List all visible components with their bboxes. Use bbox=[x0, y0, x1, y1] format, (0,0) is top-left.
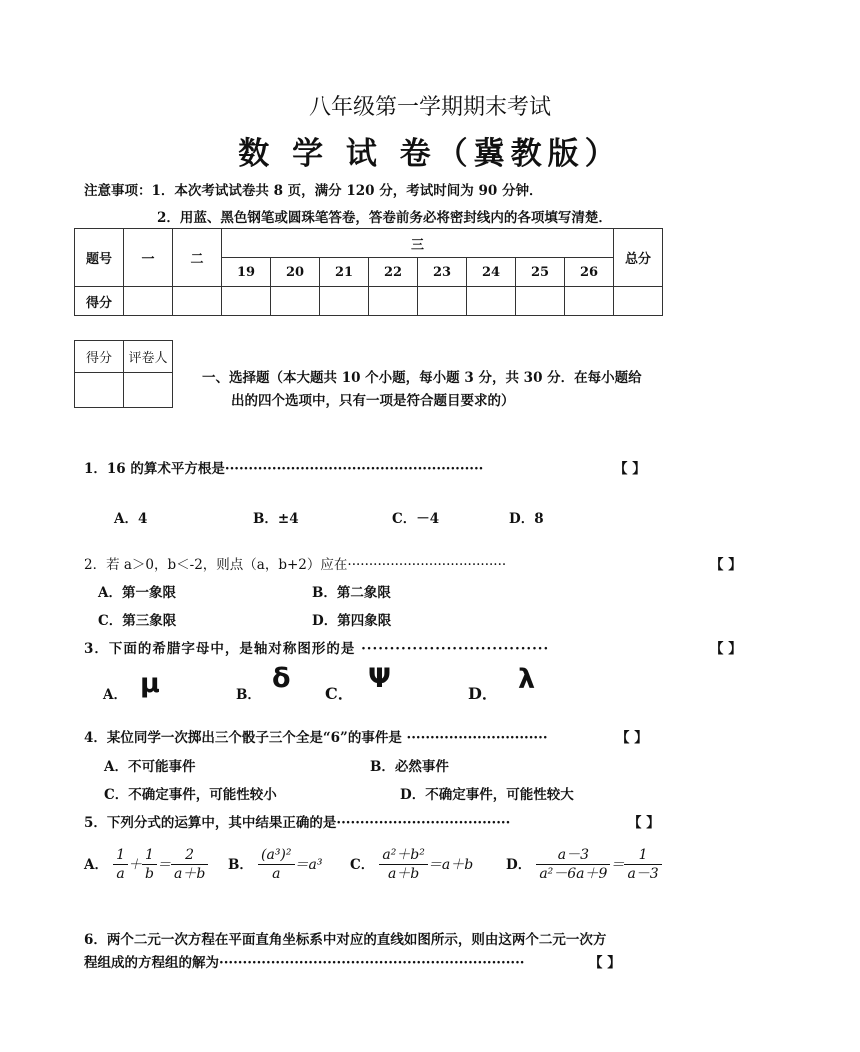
exam-subtitle: 八年级第一学期期末考试 bbox=[308, 95, 551, 120]
delta-symbol[interactable]: δ bbox=[272, 663, 291, 694]
q3-option-d-label[interactable]: D． bbox=[468, 684, 498, 703]
q3-option-a-label[interactable]: A． bbox=[103, 687, 127, 703]
q5-option-c[interactable]: C． $\frac{\text{a²＋b²}}{a+b}$ ＝a＋b bbox=[350, 847, 474, 882]
section-1-header bbox=[202, 366, 642, 386]
score-cell[interactable] bbox=[516, 287, 565, 316]
grader-score-cell[interactable] bbox=[75, 373, 124, 408]
fraction: $\frac{2}{a+b}$ bbox=[171, 846, 208, 883]
q5-option-a[interactable]: A． $\frac{1}{a}$ ＋ $\frac{1}{b}$ ＝ $\frac{2}{a+b}$ bbox=[84, 846, 208, 883]
q1-option-a[interactable]: A．4 bbox=[114, 511, 148, 527]
q5-option-b[interactable]: B． $\frac{\text{(a³)²}}{a}$ ＝a³ bbox=[228, 847, 323, 882]
label-score: 得分 bbox=[75, 287, 124, 316]
mu-symbol[interactable]: μ bbox=[140, 668, 160, 699]
col-22: 22 bbox=[369, 258, 418, 287]
q2-option-d[interactable]: D．第四象限 bbox=[312, 613, 392, 629]
header-part-1: 一 bbox=[124, 229, 173, 287]
score-cell[interactable] bbox=[614, 287, 663, 316]
q3-option-b-label[interactable]: B． bbox=[236, 687, 261, 703]
q2-option-b[interactable]: B．第二象限 bbox=[312, 585, 391, 601]
question-3-answer-bracket[interactable]: 【 】 bbox=[710, 641, 742, 657]
exam-title: 数 学 试 卷（冀教版） bbox=[238, 136, 622, 172]
score-cell[interactable] bbox=[271, 287, 320, 316]
question-6-answer-bracket[interactable]: 【 】 bbox=[589, 955, 621, 971]
fraction: $\frac{\text{a²＋b²}}{a+b}$ bbox=[379, 846, 428, 883]
q1-option-b[interactable]: B．±4 bbox=[253, 511, 299, 527]
section-1-title: 一、选择题 bbox=[202, 370, 270, 386]
col-20: 20 bbox=[271, 258, 320, 287]
q1-option-c[interactable]: C．－4 bbox=[392, 511, 440, 527]
question-3-stem: 3．下面的希腊字母中，是轴对称图形的是 ································· bbox=[84, 641, 550, 657]
fraction: $\frac{1}{b}$ bbox=[142, 846, 157, 883]
question-2-answer-bracket[interactable]: 【 】 bbox=[710, 557, 742, 573]
q4-option-a[interactable]: A．不可能事件 bbox=[104, 759, 196, 775]
grader-table bbox=[74, 340, 173, 408]
label-total: 总分 bbox=[614, 229, 663, 287]
section-1-desc-2: 出的四个选项中，只有一项是符合题目要求的） bbox=[231, 393, 515, 409]
q5-option-b-label: B． bbox=[228, 857, 253, 873]
score-cell[interactable] bbox=[418, 287, 467, 316]
question-2-stem: 2．若 a＞0，b＜-2，则点（a，b+2）应在····································· bbox=[84, 557, 507, 573]
fraction: $\frac{\text{(a³)²}}{a}$ bbox=[258, 846, 295, 883]
question-6-stem-line-1: 6．两个二元一次方程在平面直角坐标系中对应的直线如图所示，则由这两个二元一次方 bbox=[84, 932, 607, 948]
col-25: 25 bbox=[516, 258, 565, 287]
grader-label-name: 评卷人 bbox=[124, 341, 173, 373]
q5-option-d[interactable]: D． $\frac{a-3}{\text{a²－6a＋9}}$ ＝ $\frac{1}{a-3}$ bbox=[506, 846, 662, 883]
grader-name-cell[interactable] bbox=[124, 373, 173, 408]
q5-option-d-label: D． bbox=[506, 857, 532, 873]
section-1-desc-1: （本大题共 10 个小题，每小题 3 分，共 30 分．在每小题给 bbox=[269, 370, 642, 386]
q3-option-c-label[interactable]: C． bbox=[325, 684, 354, 703]
fraction: $\frac{1}{a-3}$ bbox=[624, 846, 661, 883]
score-cell[interactable] bbox=[124, 287, 173, 316]
question-4-stem: 4．某位同学一次掷出三个骰子三个全是“6”的事件是 ······························ bbox=[84, 730, 548, 746]
q5-option-a-label: A． bbox=[84, 857, 108, 873]
header-part-3: 三 bbox=[222, 229, 614, 258]
lambda-symbol[interactable]: λ bbox=[518, 664, 536, 695]
psi-symbol[interactable]: Ψ bbox=[368, 663, 391, 694]
score-cell[interactable] bbox=[222, 287, 271, 316]
score-cell[interactable] bbox=[173, 287, 222, 316]
question-1-stem: 1．16 的算术平方根是······················································· bbox=[84, 461, 484, 477]
note-line-2: 2．用蓝、黑色钢笔或圆珠笔答卷，答卷前务必将密封线内的各项填写清楚． bbox=[157, 210, 612, 226]
score-cell[interactable] bbox=[467, 287, 516, 316]
score-cell[interactable] bbox=[320, 287, 369, 316]
question-1-answer-bracket[interactable]: 【 】 bbox=[614, 461, 646, 477]
question-5-answer-bracket[interactable]: 【 】 bbox=[628, 815, 660, 831]
fraction: $\frac{a-3}{\text{a²－6a＋9}}$ bbox=[536, 846, 610, 883]
q2-option-a[interactable]: A．第一象限 bbox=[98, 585, 176, 601]
q5-option-c-label: C． bbox=[350, 857, 375, 873]
col-24: 24 bbox=[467, 258, 516, 287]
col-26: 26 bbox=[565, 258, 614, 287]
label-question-no: 题号 bbox=[75, 229, 124, 287]
question-6-stem-line-2: 程组成的方程组的解为································································· bbox=[84, 955, 525, 971]
q1-option-d[interactable]: D．8 bbox=[509, 511, 544, 527]
q2-option-c[interactable]: C．第三象限 bbox=[98, 613, 177, 629]
q4-option-d[interactable]: D．不确定事件，可能性较大 bbox=[400, 787, 574, 803]
note-line-1: 注意事项：1．本次考试试卷共 8 页，满分 120 分，考试时间为 90 分钟． bbox=[84, 183, 543, 199]
question-4-answer-bracket[interactable]: 【 】 bbox=[616, 730, 648, 746]
score-table bbox=[74, 228, 663, 316]
col-19: 19 bbox=[222, 258, 271, 287]
fraction: $\frac{1}{a}$ bbox=[113, 846, 128, 883]
q4-option-b[interactable]: B．必然事件 bbox=[370, 759, 449, 775]
grader-label-score: 得分 bbox=[75, 341, 124, 373]
question-5-stem: 5．下列分式的运算中，其中结果正确的是····································· bbox=[84, 815, 511, 831]
score-cell[interactable] bbox=[369, 287, 418, 316]
q4-option-c[interactable]: C．不确定事件，可能性较小 bbox=[104, 787, 277, 803]
col-23: 23 bbox=[418, 258, 467, 287]
header-part-2: 二 bbox=[173, 229, 222, 287]
col-21: 21 bbox=[320, 258, 369, 287]
score-cell[interactable] bbox=[565, 287, 614, 316]
